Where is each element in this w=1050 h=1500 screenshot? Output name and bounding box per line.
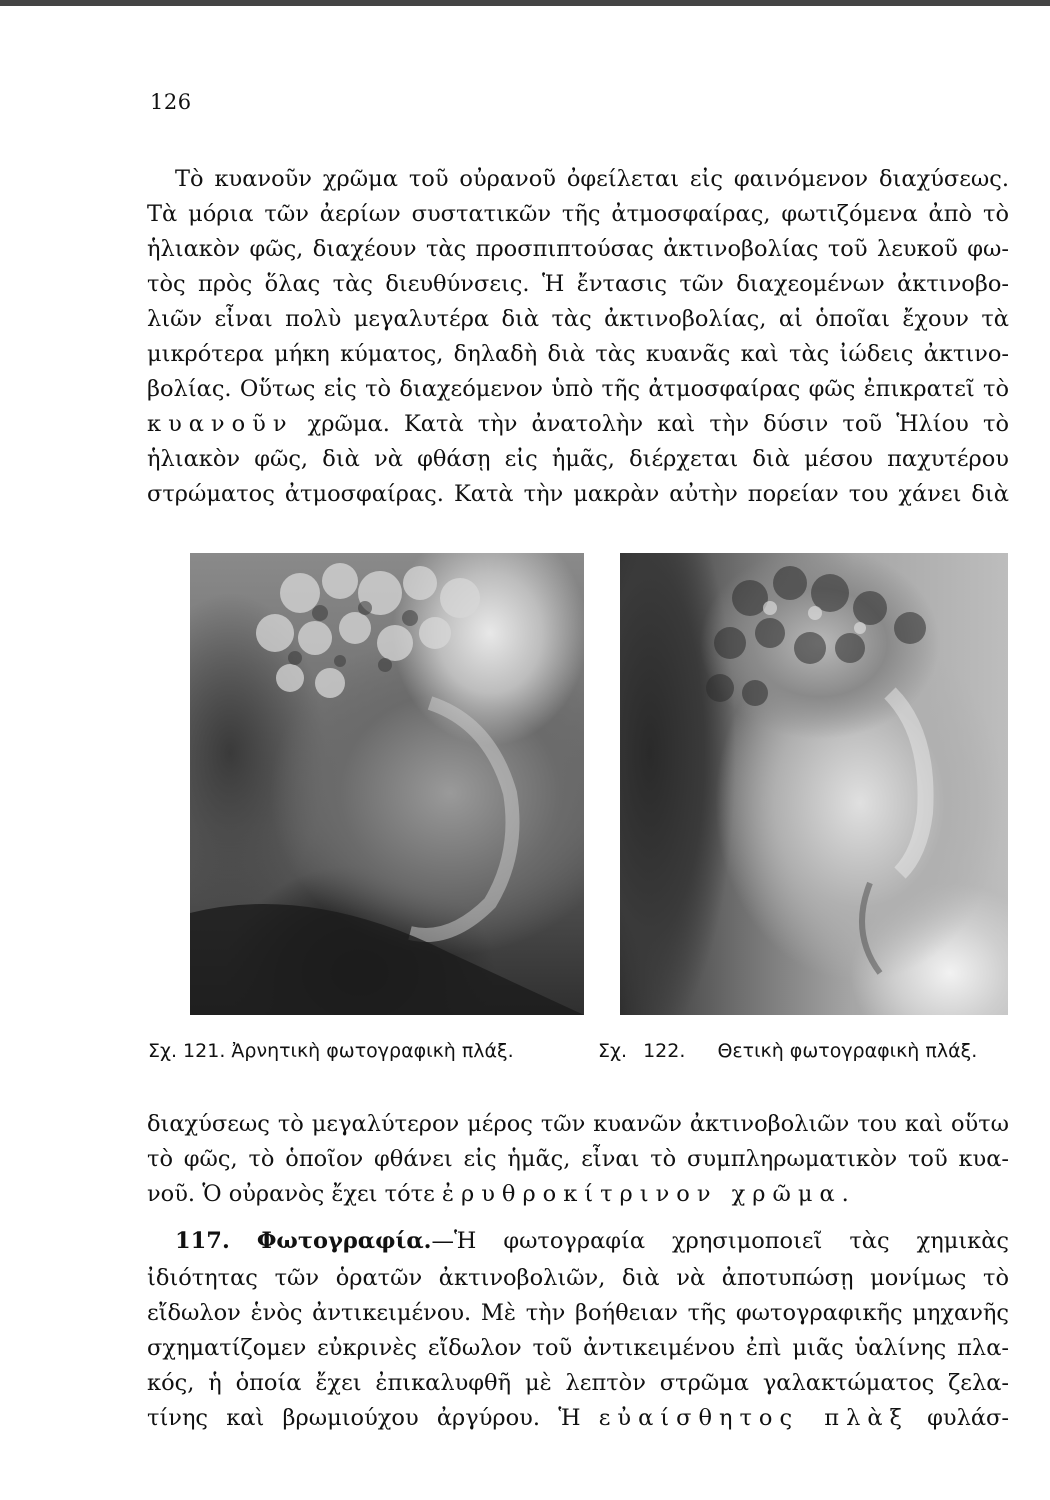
text-fragment: —Ἡ φωτογραφία χρησιμοποιεῖ τὰς χημικὰς: [431, 1228, 1009, 1254]
sculpture-head-positive: [620, 553, 1008, 1015]
text-line: [147, 1403, 1009, 1433]
text-line: ἡλιακὸν φῶς, διὰ νὰ φθάσῃ εἰς ἡμᾶς, διέρχεται διὰ μέσου παχυτέρου: [147, 446, 1009, 472]
text-line: ἰδιότητας τῶν ὁρατῶν ἀκτινοβολιῶν, διὰ νὰ ἀποτυπώσῃ μονίμως τὸ: [147, 1265, 1009, 1291]
section-heading-line: [175, 1226, 1009, 1256]
emphasis-spaced: ἐρυθροκίτρινον χρῶμα.: [441, 1181, 856, 1207]
text-line: τὸ φῶς, τὸ ὁποῖον φθάνει εἰς ἡμᾶς, εἶναι τὸ συμπληρωματικὸν τοῦ κυα-: [147, 1146, 1009, 1172]
text-line: εἴδωλον ἑνὸς ἀντικειμένου. Μὲ τὴν βοήθειαν τῆς φωτογραφικῆς μηχανῆς: [147, 1300, 1009, 1326]
text-fragment: νοῦ. Ὁ οὐρανὸς ἔχει τότε: [147, 1181, 435, 1207]
caption-text: Θετικὴ φωτογραφικὴ πλάξ.: [717, 1040, 978, 1062]
text-fragment: χρῶμα. Κατὰ τὴν ἀνατολὴν καὶ τὴν δύσιν τοῦ Ἡλίου τὸ: [307, 411, 1009, 437]
text-line: ἡλιακὸν φῶς, διαχέουν τὰς προσπιπτούσας ἀκτινοβολίας τοῦ λευκοῦ φω-: [147, 236, 1009, 262]
text-line: βολίας. Οὕτως εἰς τὸ διαχεόμενον ὑπὸ τῆς ἀτμοσφαίρας φῶς ἐπικρατεῖ τὸ: [147, 376, 1009, 402]
text-line: Τὰ μόρια τῶν ἀερίων συστατικῶν τῆς ἀτμοσφαίρας, φωτιζόμενα ἀπὸ τὸ: [147, 201, 1009, 227]
figure-121-caption: Σχ. 121. Ἀρνητικὴ φωτογραφικὴ πλάξ.: [148, 1040, 514, 1062]
figure-122-caption: [598, 1040, 977, 1062]
text-line: στρώματος ἀτμοσφαίρας. Κατὰ τὴν μακρὰν αὐτὴν πορείαν του χάνει διὰ: [147, 481, 1009, 507]
text-line: τὸς πρὸς ὅλας τὰς διευθύνσεις. Ἡ ἔντασις τῶν διαχεομένων ἀκτινοβο-: [147, 271, 1009, 297]
sculpture-head-negative: [190, 553, 584, 1015]
text-line: σχηματίζομεν εὐκρινὲς εἴδωλον τοῦ ἀντικειμένου ἐπὶ μιᾶς ὑαλίνης πλα-: [147, 1335, 1009, 1361]
section-number: 117.: [175, 1228, 230, 1254]
figure-121-negative-plate: [190, 553, 584, 1015]
page-top-border: [0, 0, 1050, 6]
text-line: μικρότερα μήκη κύματος, δηλαδὴ διὰ τὰς κυανᾶς καὶ τὰς ἰώδεις ἀκτινο-: [147, 341, 1009, 367]
text-line: διαχύσεως τὸ μεγαλύτερον μέρος τῶν κυανῶν ἀκτινοβολιῶν του καὶ οὕτω: [147, 1111, 1009, 1137]
caption-label: Σχ.: [598, 1040, 628, 1062]
text-line: λιῶν εἶναι πολὺ μεγαλυτέρα διὰ τὰς ἀκτινοβολίας, αἱ ὁποῖαι ἔχουν τὰ: [147, 306, 1009, 332]
text-line: κός, ἡ ὁποία ἔχει ἐπικαλυφθῆ μὲ λεπτὸν στρῶμα γαλακτώματος ζελα-: [147, 1370, 1009, 1396]
text-fragment: τίνης καὶ βρωμιούχου ἀργύρου. Ἡ: [147, 1405, 581, 1431]
text-line: [147, 409, 1009, 439]
caption-number: 122.: [643, 1040, 686, 1062]
page-number: 126: [150, 90, 192, 114]
emphasis-spaced: κυανοῦν: [147, 411, 294, 437]
emphasis-spaced: εὐαίσθητος πλὰξ: [598, 1405, 909, 1431]
figure-122-positive-plate: [620, 553, 1008, 1015]
section-title: Φωτογραφία.: [256, 1228, 432, 1254]
text-line: [147, 1179, 907, 1209]
text-line: Τὸ κυανοῦν χρῶμα τοῦ οὐρανοῦ ὀφείλεται εἰς φαινόμενον διαχύσεως.: [175, 166, 1009, 192]
text-fragment: φυλάσ-: [927, 1405, 1009, 1431]
